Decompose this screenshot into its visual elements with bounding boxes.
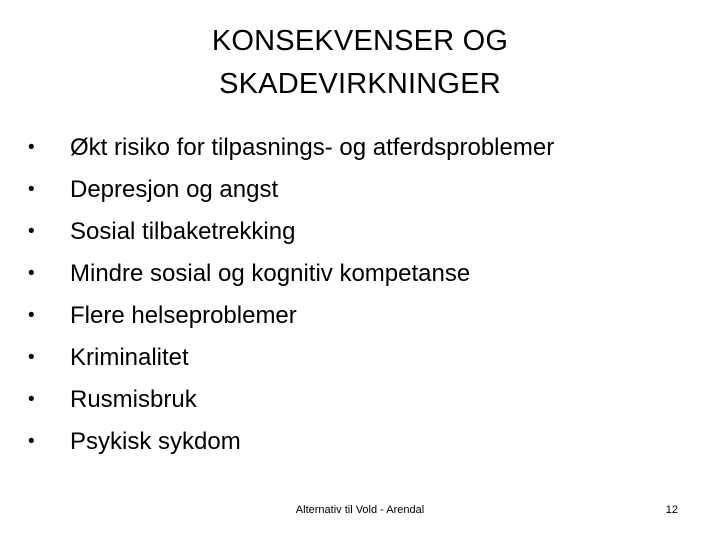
bullet-text: Kriminalitet — [70, 344, 189, 371]
slide-footer: Alternativ til Vold - Arendal — [295, 504, 425, 516]
bullet-text: Psykisk sykdom — [70, 428, 241, 455]
bullet-dot-icon: • — [28, 347, 35, 368]
page-number: 12 — [665, 504, 678, 516]
bullet-dot-icon: • — [28, 263, 35, 284]
bullet-item — [28, 127, 698, 169]
bullet-dot-icon: • — [28, 137, 35, 158]
bullet-item — [28, 337, 698, 379]
bullet-text: Sosial tilbaketrekking — [70, 218, 296, 245]
bullet-dot-icon: • — [28, 305, 35, 326]
bullet-item — [28, 295, 698, 337]
bullet-text: Depresjon og angst — [70, 176, 279, 203]
bullet-text: Rusmisbruk — [70, 386, 197, 413]
slide-title — [60, 20, 660, 106]
bullet-item — [28, 421, 698, 463]
bullet-item — [28, 379, 698, 421]
slide-title-line-1: KONSEKVENSER OG — [211, 25, 509, 57]
bullet-dot-icon: • — [28, 179, 35, 200]
bullet-dot-icon: • — [28, 431, 35, 452]
bullet-item — [28, 253, 698, 295]
bullet-item — [28, 211, 698, 253]
bullet-text: Flere helseproblemer — [70, 302, 297, 329]
bullet-text: Økt risiko for tilpasnings- og atferdsproblemer — [70, 134, 555, 161]
bullet-list — [28, 127, 698, 463]
bullet-item — [28, 169, 698, 211]
slide-title-line-2: SKADEVIRKNINGER — [219, 68, 501, 100]
bullet-dot-icon: • — [28, 221, 35, 242]
bullet-dot-icon: • — [28, 389, 35, 410]
bullet-text: Mindre sosial og kognitiv kompetanse — [70, 260, 471, 287]
